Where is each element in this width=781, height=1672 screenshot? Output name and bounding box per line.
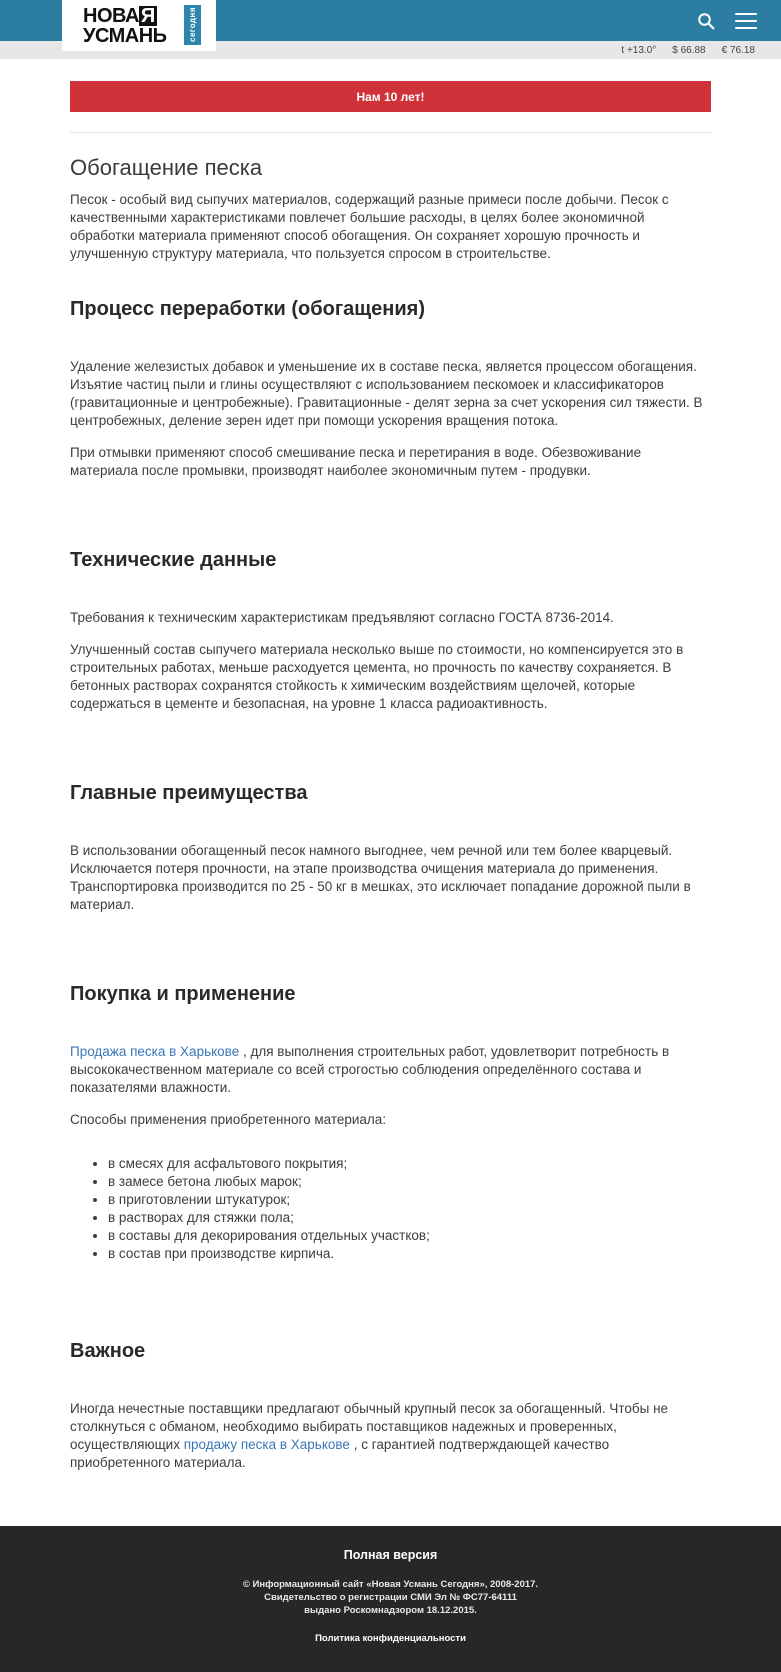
- list-item: • в приготовлении штукатурок;: [108, 1191, 711, 1209]
- privacy-policy-link[interactable]: Политика конфиденциальности: [315, 1633, 466, 1645]
- list-item: • в составы для декорирования отдельных участков;: [108, 1227, 711, 1245]
- footer-copyright-line: © Информационный сайт «Новая Усмань Сегодня», 2008-2017.: [242, 1579, 539, 1591]
- site-logo[interactable]: [62, 0, 216, 51]
- burger-line-3: [735, 27, 757, 29]
- section-heading-technical: Технические данные: [70, 549, 277, 572]
- search-icon[interactable]: [697, 12, 715, 30]
- section-process-paragraph-2: При отмывки применяют способ смешивание песка и перетирания в воде. Обезвоживание материала после промывки, производят наиболее экономичным путем - продувки.: [70, 445, 642, 479]
- logo-graphic: [69, 3, 209, 49]
- logo-text-usman: УСМАНЬ: [83, 24, 167, 47]
- list-item: • в смесях для асфальтового покрытия;: [108, 1155, 711, 1173]
- site-header: [0, 0, 781, 47]
- section-technical-paragraph-1: Требования к техническим характеристикам предъявляют согласно ГОСТА 8736-2014.: [70, 610, 614, 626]
- section-heading-purchase: Покупка и применение: [70, 983, 296, 1006]
- important-text-part-2: , с гарантией подтверждающей качество приобретенного материала.: [70, 1437, 610, 1471]
- site-footer: [0, 1526, 781, 1672]
- spacer: [70, 928, 711, 948]
- purchase-paragraph-rest: , для выполнения строительных работ, удовлетворит потребность в высококачественном материале со всей строгостью соблюдения определённого состава и показателями влажности.: [70, 1044, 670, 1096]
- section-advantages-paragraph-1: В использовании обогащенный песок намного выгоднее, чем речной или тем более кварцевый. Исключается потеря прочности, на этапе производства очищения материала до применения. Транспортировка производится по 25 - 50 кг в мешках, это исключает попадание дорожной пыли в материал.: [70, 843, 691, 913]
- logo-text-nova: НОВА: [83, 4, 139, 27]
- section-heading-advantages: Главные преимущества: [70, 782, 308, 805]
- burger-line-2: [735, 20, 757, 22]
- sand-sale-link-primary[interactable]: Продажа песка в Харькове: [70, 1044, 240, 1060]
- list-item: • в состав при производстве кирпича.: [108, 1245, 711, 1263]
- section-heading-important: Важное: [70, 1340, 146, 1363]
- purchase-paragraph: [70, 1043, 711, 1097]
- footer-legal: [20, 1578, 761, 1617]
- important-text-part-1: Иногда нечестные поставщики предлагают обычный крупный песок за обогащенный. Чтобы не столкнуться с обманом, необходимо выбирать поставщиков надежных и проверенных, осуществляющих: [70, 1401, 669, 1453]
- eur-rate-value: € 76.18: [721, 44, 755, 56]
- banner-container: [0, 59, 781, 112]
- logo-line-one: [83, 6, 157, 26]
- temperature-value: t +13.0°: [621, 44, 657, 56]
- full-version-link[interactable]: Полная версия: [343, 1548, 438, 1563]
- footer-registration-line: Свидетельство о регистрации СМИ Эл № ФС77-64111: [264, 1592, 517, 1604]
- page-title: Обогащение песка: [70, 155, 263, 180]
- spacer: [70, 1263, 711, 1305]
- list-item: • в растворах для стяжки пола;: [108, 1209, 711, 1227]
- important-paragraph: [70, 1400, 711, 1472]
- spacer: [70, 727, 711, 747]
- intro-paragraph: Песок - особый вид сыпучих материалов, содержащий разные примеси после добычи. Песок с качественными характеристиками повлечет большие расходы, в целях более экономичной обработки материала применяют способ обогащения. Он сохраняет хорошую прочность и улучшенную структуру материала, что пользуется спросом в строительстве.: [70, 192, 669, 262]
- hamburger-menu-icon[interactable]: [735, 13, 757, 29]
- logo-text-ya: Я: [140, 4, 155, 27]
- anniversary-banner[interactable]: Нам 10 лет!: [70, 81, 711, 112]
- section-technical-paragraph-2: Улучшенный состав сыпучего материала несколько выше по стоимости, но компенсируется это в строительных работах, меньше расходуется цемента, но прочность по качеству сохраняется. В бетонных растворах сохранятся стойкость к химическим воздействиям щелочей, которые содержаться в цементе и безопасная, на уровне 1 класса радиоактивность.: [70, 642, 684, 712]
- list-item: • в замесе бетона любых марок;: [108, 1173, 711, 1191]
- header-left-fill: [0, 0, 62, 41]
- divider-container: [0, 112, 781, 133]
- usd-rate-value: $ 66.88: [672, 44, 706, 56]
- usage-list-intro: Способы применения приобретенного материала:: [70, 1112, 387, 1128]
- header-actions: [697, 0, 757, 41]
- usage-list: [70, 1155, 711, 1263]
- burger-line-1: [735, 13, 757, 15]
- logo-badge-segodnya: сегодня: [184, 5, 201, 45]
- section-heading-process: Процесс переработки (обогащения): [70, 298, 425, 321]
- article-content: [0, 133, 781, 1526]
- footer-issuer-line: выдано Роскомнадзором 18.12.2015.: [304, 1605, 477, 1617]
- section-process-paragraph-1: Удаление железистых добавок и уменьшение их в составе песка, является процессом обогащения. Изъятие частиц пыли и глины осуществляют с использованием пескомоек и классификаторов (гравитационные и центробежные). Гравитационные - делят зерна за счет ускорения сил тяжести. В центробежных, деление зерен идет при помощи ускорения вращения потока.: [70, 359, 703, 429]
- sand-sale-link-secondary[interactable]: продажу песка в Харькове: [183, 1437, 350, 1453]
- spacer: [70, 494, 711, 514]
